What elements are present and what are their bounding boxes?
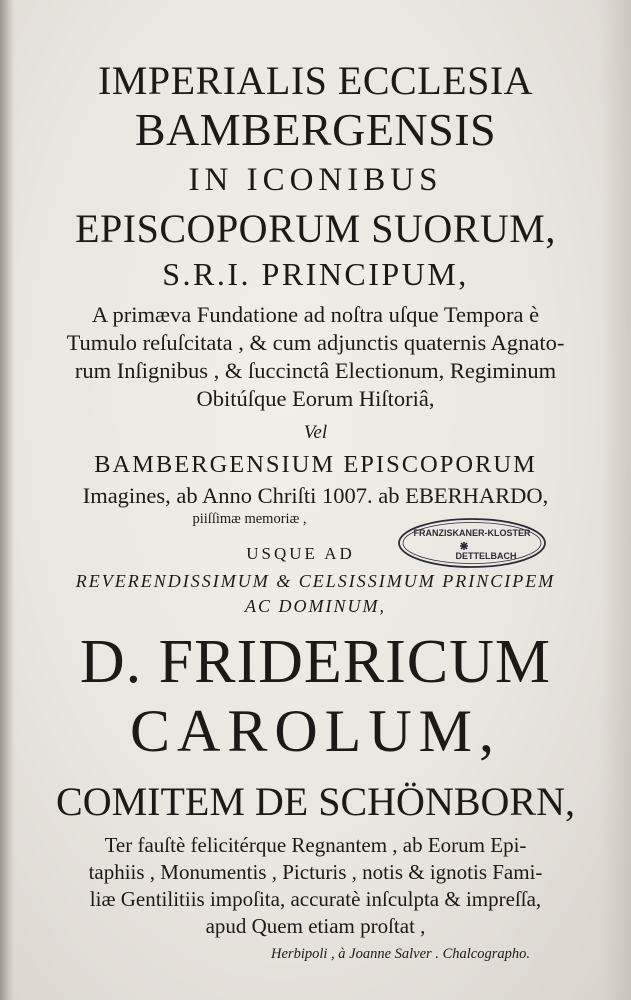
title-line-4: EPISCOPORUM SUORUM, <box>75 206 556 251</box>
closing-line-2: taphiis , Monumentis , Picturis , notis & ignotis Fami- <box>88 860 543 884</box>
dedication-line-2: AC DOMINUM, <box>245 596 386 616</box>
name-line-2: CAROLUM, <box>129 698 502 764</box>
title-line-2: BAMBERGENSIS <box>134 104 497 155</box>
usque-ad-line: USQUE AD <box>246 544 355 563</box>
name-line-3: COMITEM DE SCHÖNBORN, <box>56 779 575 824</box>
imprint-line: Herbipoli , à Joanne Salver . Chalcographo. <box>271 946 530 962</box>
name-line-1: D. FRIDERICUM <box>79 628 552 696</box>
description-line-4: Obitúſque Eorum Hiſtoriâ, <box>196 386 435 411</box>
title-line-5: S.R.I. PRINCIPUM, <box>162 256 469 292</box>
title-line-3: IN ICONIBUS <box>188 162 443 198</box>
dedication-line-1: REVERENDISSIMUM & CELSISSIMUM PRINCIPEM <box>75 571 556 591</box>
title-line-1: IMPERIALIS ECCLESIA <box>97 58 534 103</box>
closing-line-3: liæ Gentilitiis impoſita, accuratè inſculpta & impreſſa, <box>89 887 542 911</box>
description-line-2: Tumulo reſuſcitata , & cum adjunctis quaternis Agnato- <box>66 330 565 355</box>
description-line-1: A primæva Fundatione ad noſtra uſque Tempora è <box>91 302 540 327</box>
stamp-bottom-text: DETTELBACH <box>455 551 517 561</box>
closing-line-4: apud Quem etiam proſtat , <box>205 914 426 938</box>
stamp-top-text: FRANZISKANER-KLOSTER <box>413 528 531 538</box>
description-line-3: rum Inſignibus , & ſuccinctâ Electionum, Regiminum <box>74 358 557 383</box>
subtitle-line-3: piiſſimæ memoriæ , <box>192 511 307 527</box>
vel-line: Vel <box>303 422 328 443</box>
subtitle-line-1: BAMBERGENSIUM EPISCOPORUM <box>94 451 537 478</box>
subtitle-line-2: Imagines, ab Anno Chriſti 1007. ab EBERHARDO, <box>82 483 549 508</box>
closing-line-1: Ter fauſtè felicitérque Regnantem , ab Eorum Epi- <box>104 833 527 857</box>
